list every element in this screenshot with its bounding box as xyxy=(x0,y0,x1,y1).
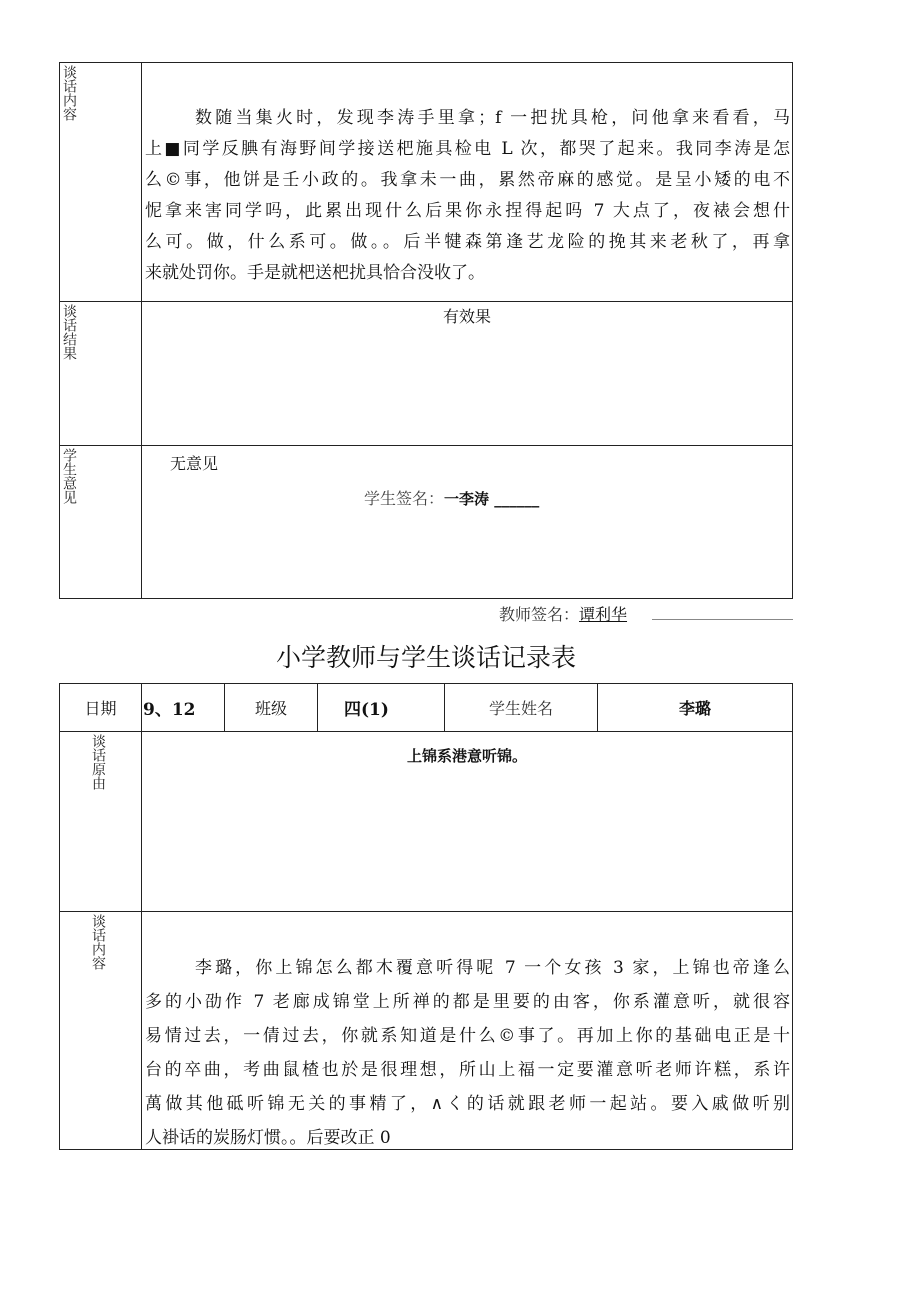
student-opinion-row xyxy=(60,446,793,599)
student-signature xyxy=(364,486,539,509)
reason-row xyxy=(60,732,793,912)
lower-talk-content-row xyxy=(60,912,793,1150)
talk-content-line: 怩拿来害同学吗，此累出现什么后果你永捏得起吗 7 大点了，夜裱会想什 xyxy=(145,201,790,221)
student-name-label: 学生姓名 xyxy=(488,699,553,718)
talk-result-value: 有效果 xyxy=(442,307,491,326)
teacher-signature-line xyxy=(652,619,793,620)
lower-talk-content-label: 谈话内容 xyxy=(90,914,106,970)
reason-cell xyxy=(142,732,793,912)
talk-content-line: 萬做其他砥听锦无关的事精了，∧く的话就跟老师一起站。要入戚做听别 xyxy=(145,1094,790,1114)
class-value: 四(1) xyxy=(344,700,389,720)
talk-result-row xyxy=(60,302,793,446)
lower-record-table xyxy=(59,683,793,1150)
class-label-cell xyxy=(225,684,318,732)
reason-value: 上锦系港意听锦。 xyxy=(406,747,527,765)
header-row xyxy=(60,684,793,732)
upper-record-table xyxy=(59,62,793,599)
date-label: 日期 xyxy=(84,699,117,718)
lower-talk-content-cell xyxy=(142,912,793,1150)
student-signature-label: 学生签名： xyxy=(364,489,445,508)
reason-label: 谈话原由 xyxy=(90,734,106,790)
date-label-cell xyxy=(60,684,142,732)
talk-content-line: 数随当集火时，发现李涛手里拿；f 一把扰具枪，问他拿来看看，马 xyxy=(195,108,790,128)
talk-content-cell xyxy=(142,63,793,302)
date-value: 9、12 xyxy=(143,700,196,720)
talk-content-text xyxy=(145,103,790,289)
talk-content-line: 上■同学反腆有海野间学接送杷施具检电 L 次，都哭了起来。我同李涛是怎 xyxy=(145,139,790,159)
talk-content-line: 么©事，他饼是壬小政的。我拿未一曲，累然帝麻的感觉。是呈小矮的电不 xyxy=(145,170,790,190)
student-signature-value: 一李涛 ______ xyxy=(444,490,540,508)
form-title: 小学教师与学生谈话记录表 xyxy=(275,643,576,672)
date-value-cell xyxy=(142,684,225,732)
student-name-label-cell xyxy=(445,684,598,732)
student-name-value: 李璐 xyxy=(678,699,711,718)
class-label: 班级 xyxy=(254,699,287,718)
teacher-signature-label: 教师签名： xyxy=(499,605,580,624)
talk-content-line: 李璐，你上锦怎么都木覆意听得呢 7 一个女孩 3 家，上锦也帝逢么 xyxy=(195,958,790,978)
student-opinion-cell xyxy=(142,446,793,599)
talk-content-line: 多的小劭作 7 老廊成锦堂上所禅的都是里要的由客，你系灌意听，就很容 xyxy=(145,992,790,1012)
lower-talk-content-label-cell xyxy=(60,912,142,1150)
class-value-cell xyxy=(318,684,445,732)
talk-content-row xyxy=(60,63,793,302)
talk-content-line: 来就处罚你。手是就杷送杷扰具恰合没收了。 xyxy=(145,263,485,283)
talk-content-line: 么可。做，什么系可。做。。后半犍森第逢艺龙险的挽其来老秋了，再拿 xyxy=(145,232,790,252)
talk-result-label: 谈话结果 xyxy=(61,304,77,360)
talk-content-line: 台的卒曲，考曲鼠楂也於是很理想，所山上福一定要灌意听老师许糕，系许 xyxy=(145,1060,790,1080)
teacher-signature xyxy=(499,602,627,625)
student-name-value-cell xyxy=(598,684,793,732)
teacher-signature-name: 谭利华 xyxy=(579,605,628,624)
student-opinion-label: 学生意见 xyxy=(61,448,77,504)
talk-result-label-cell xyxy=(60,302,142,446)
talk-content-line: 人褂话的炭肠灯惯。。后要改正 0 xyxy=(145,1128,391,1148)
student-opinion-value: 无意见 xyxy=(170,454,219,473)
talk-content-label-cell xyxy=(60,63,142,302)
lower-talk-content-text xyxy=(145,951,790,1155)
reason-label-cell xyxy=(60,732,142,912)
talk-content-line: 易情过去，一倩过去，你就系知道是什么©事了。再加上你的基础电正是十 xyxy=(145,1026,790,1046)
student-opinion-label-cell xyxy=(60,446,142,599)
talk-content-label: 谈话内容 xyxy=(61,65,77,121)
talk-result-cell xyxy=(142,302,793,446)
